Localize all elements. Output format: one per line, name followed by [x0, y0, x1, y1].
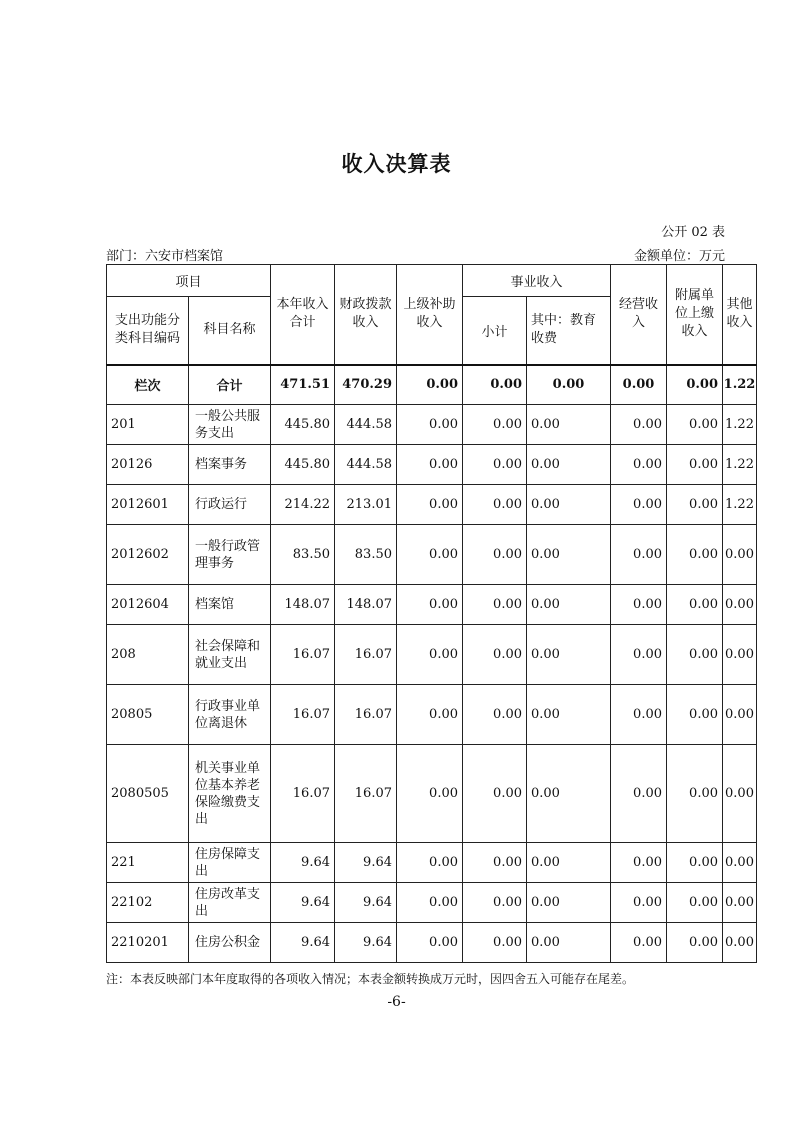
row-operating: 0.00 — [611, 843, 667, 883]
row-name: 档案馆 — [189, 585, 271, 625]
row-superior: 0.00 — [397, 883, 463, 923]
row-affiliated: 0.00 — [667, 585, 723, 625]
row-subtotal: 0.00 — [463, 405, 527, 445]
table-row — [107, 485, 757, 525]
row-superior: 0.00 — [397, 445, 463, 485]
row-fiscal: 213.01 — [335, 485, 397, 525]
header-fiscal: 财政拨款收入 — [335, 265, 397, 365]
table-row — [107, 685, 757, 745]
form-number: 公开 02 表 — [661, 225, 725, 240]
row-total: 16.07 — [271, 685, 335, 745]
table-row — [107, 625, 757, 685]
row-affiliated: 0.00 — [667, 843, 723, 883]
row-code: 20126 — [107, 445, 189, 485]
row-other: 1.22 — [723, 485, 757, 525]
row-edu: 0.00 — [527, 485, 611, 525]
header-business: 事业收入 — [463, 265, 611, 297]
row-code: 2012601 — [107, 485, 189, 525]
row-code: 2210201 — [107, 923, 189, 963]
row-total: 16.07 — [271, 745, 335, 843]
header-total: 本年收入合计 — [271, 265, 335, 365]
table-row — [107, 405, 757, 445]
row-operating: 0.00 — [611, 625, 667, 685]
header-project: 项目 — [107, 265, 271, 297]
summary-total: 471.51 — [271, 365, 335, 405]
header-affiliated: 附属单位上缴收入 — [667, 265, 723, 365]
page-number: -6- — [387, 994, 406, 1010]
row-edu: 0.00 — [527, 883, 611, 923]
row-subtotal: 0.00 — [463, 625, 527, 685]
row-edu: 0.00 — [527, 625, 611, 685]
row-name: 住房改革支出 — [189, 883, 271, 923]
header-subject-name: 科目名称 — [189, 297, 271, 365]
table-row — [107, 745, 757, 843]
row-subtotal: 0.00 — [463, 883, 527, 923]
row-affiliated: 0.00 — [667, 745, 723, 843]
row-fiscal: 83.50 — [335, 525, 397, 585]
summary-row — [107, 365, 757, 405]
row-affiliated: 0.00 — [667, 525, 723, 585]
row-operating: 0.00 — [611, 883, 667, 923]
row-name: 行政事业单位离退休 — [189, 685, 271, 745]
income-statement-table — [106, 264, 757, 963]
row-affiliated: 0.00 — [667, 405, 723, 445]
row-code: 20805 — [107, 685, 189, 745]
page-title: 收入决算表 — [341, 152, 452, 176]
row-operating: 0.00 — [611, 923, 667, 963]
row-other: 1.22 — [723, 405, 757, 445]
row-edu: 0.00 — [527, 843, 611, 883]
row-operating: 0.00 — [611, 405, 667, 445]
row-fiscal: 16.07 — [335, 625, 397, 685]
row-other: 0.00 — [723, 923, 757, 963]
header-func-code: 支出功能分类科目编码 — [107, 297, 189, 365]
row-total: 148.07 — [271, 585, 335, 625]
row-edu: 0.00 — [527, 745, 611, 843]
table-row — [107, 883, 757, 923]
row-name: 行政运行 — [189, 485, 271, 525]
row-subtotal: 0.00 — [463, 585, 527, 625]
header-superior: 上级补助收入 — [397, 265, 463, 365]
row-other: 0.00 — [723, 883, 757, 923]
row-code: 201 — [107, 405, 189, 445]
header-other: 其他收入 — [723, 265, 757, 365]
row-total: 445.80 — [271, 445, 335, 485]
row-superior: 0.00 — [397, 525, 463, 585]
row-total: 16.07 — [271, 625, 335, 685]
row-fiscal: 9.64 — [335, 923, 397, 963]
row-code: 221 — [107, 843, 189, 883]
row-other: 0.00 — [723, 745, 757, 843]
row-superior: 0.00 — [397, 625, 463, 685]
row-operating: 0.00 — [611, 745, 667, 843]
table-row — [107, 445, 757, 485]
header-subtotal: 小计 — [463, 297, 527, 365]
summary-affiliated: 0.00 — [667, 365, 723, 405]
row-edu: 0.00 — [527, 445, 611, 485]
row-other: 0.00 — [723, 625, 757, 685]
row-name: 住房公积金 — [189, 923, 271, 963]
summary-fiscal: 470.29 — [335, 365, 397, 405]
summary-edu: 0.00 — [527, 365, 611, 405]
row-code: 2080505 — [107, 745, 189, 843]
row-superior: 0.00 — [397, 745, 463, 843]
header-operating: 经营收入 — [611, 265, 667, 365]
row-subtotal: 0.00 — [463, 525, 527, 585]
row-fiscal: 16.07 — [335, 685, 397, 745]
row-edu: 0.00 — [527, 585, 611, 625]
row-total: 9.64 — [271, 883, 335, 923]
row-name: 社会保障和就业支出 — [189, 625, 271, 685]
table-header — [107, 265, 757, 365]
row-code: 22102 — [107, 883, 189, 923]
row-edu: 0.00 — [527, 923, 611, 963]
row-code: 208 — [107, 625, 189, 685]
row-code: 2012602 — [107, 525, 189, 585]
row-affiliated: 0.00 — [667, 923, 723, 963]
row-name: 档案事务 — [189, 445, 271, 485]
table-row — [107, 585, 757, 625]
row-operating: 0.00 — [611, 525, 667, 585]
row-total: 83.50 — [271, 525, 335, 585]
row-fiscal: 444.58 — [335, 445, 397, 485]
row-other: 0.00 — [723, 525, 757, 585]
table-row — [107, 525, 757, 585]
row-superior: 0.00 — [397, 923, 463, 963]
row-affiliated: 0.00 — [667, 485, 723, 525]
row-superior: 0.00 — [397, 585, 463, 625]
row-superior: 0.00 — [397, 485, 463, 525]
table-row — [107, 923, 757, 963]
summary-superior: 0.00 — [397, 365, 463, 405]
row-edu: 0.00 — [527, 405, 611, 445]
row-name: 住房保障支出 — [189, 843, 271, 883]
row-superior: 0.00 — [397, 685, 463, 745]
amount-unit-label: 金额单位：万元 — [633, 249, 725, 264]
row-affiliated: 0.00 — [667, 685, 723, 745]
summary-subtotal: 0.00 — [463, 365, 527, 405]
row-name: 机关事业单位基本养老保险缴费支出 — [189, 745, 271, 843]
row-edu: 0.00 — [527, 525, 611, 585]
row-other: 0.00 — [723, 843, 757, 883]
row-subtotal: 0.00 — [463, 445, 527, 485]
department-label: 部门：六安市档案馆 — [106, 249, 224, 264]
row-subtotal: 0.00 — [463, 745, 527, 843]
row-total: 445.80 — [271, 405, 335, 445]
row-affiliated: 0.00 — [667, 883, 723, 923]
footnote: 注：本表反映部门本年度取得的各项收入情况；本表金额转换成万元时，因四舍五入可能存在尾差。 — [106, 972, 635, 986]
row-affiliated: 0.00 — [667, 625, 723, 685]
row-operating: 0.00 — [611, 585, 667, 625]
row-other: 0.00 — [723, 585, 757, 625]
row-other: 1.22 — [723, 445, 757, 485]
header-edu: 其中：教育收费 — [527, 297, 611, 365]
row-operating: 0.00 — [611, 685, 667, 745]
row-total: 9.64 — [271, 843, 335, 883]
row-total: 214.22 — [271, 485, 335, 525]
row-code: 2012604 — [107, 585, 189, 625]
row-operating: 0.00 — [611, 485, 667, 525]
table-row — [107, 843, 757, 883]
summary-name: 合计 — [189, 365, 271, 405]
row-fiscal: 444.58 — [335, 405, 397, 445]
row-total: 9.64 — [271, 923, 335, 963]
row-affiliated: 0.00 — [667, 445, 723, 485]
row-subtotal: 0.00 — [463, 685, 527, 745]
row-name: 一般公共服务支出 — [189, 405, 271, 445]
summary-operating: 0.00 — [611, 365, 667, 405]
row-name: 一般行政管理事务 — [189, 525, 271, 585]
row-fiscal: 16.07 — [335, 745, 397, 843]
row-superior: 0.00 — [397, 843, 463, 883]
row-edu: 0.00 — [527, 685, 611, 745]
row-subtotal: 0.00 — [463, 843, 527, 883]
row-operating: 0.00 — [611, 445, 667, 485]
row-fiscal: 148.07 — [335, 585, 397, 625]
row-superior: 0.00 — [397, 405, 463, 445]
row-fiscal: 9.64 — [335, 843, 397, 883]
summary-code: 栏次 — [107, 365, 189, 405]
summary-other: 1.22 — [723, 365, 757, 405]
row-subtotal: 0.00 — [463, 485, 527, 525]
row-other: 0.00 — [723, 685, 757, 745]
row-subtotal: 0.00 — [463, 923, 527, 963]
row-fiscal: 9.64 — [335, 883, 397, 923]
